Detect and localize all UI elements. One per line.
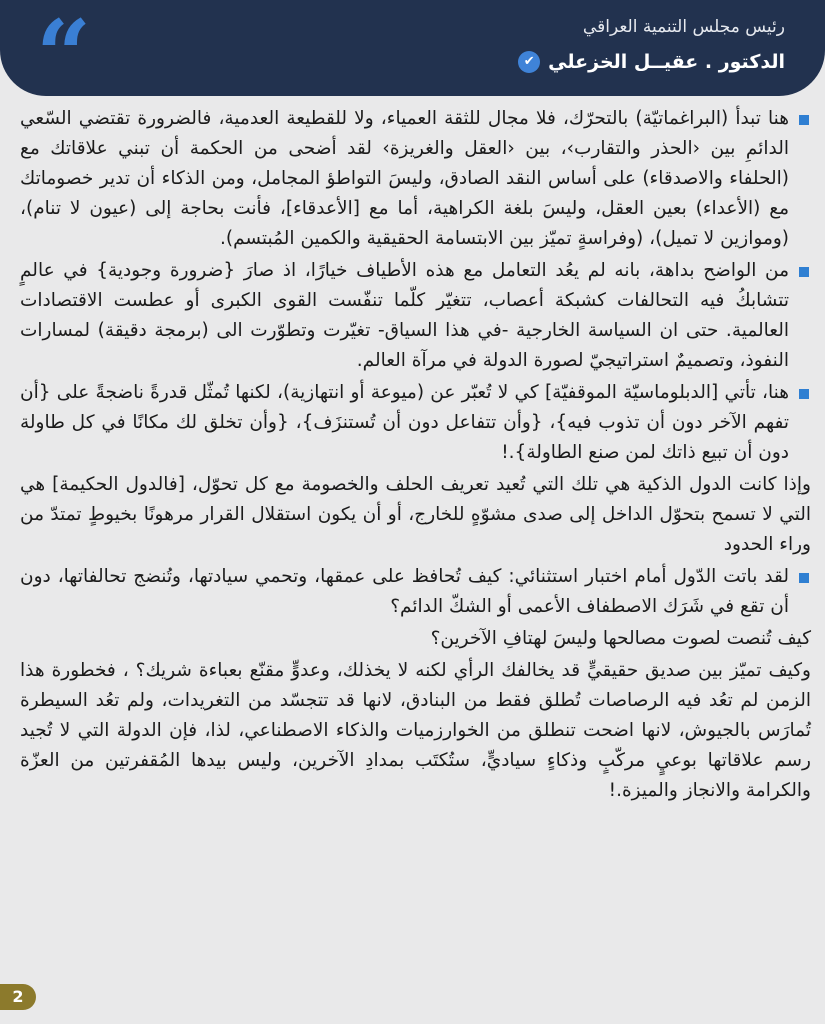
- page-number-badge: 2: [0, 984, 36, 1010]
- paragraph-7: وكيف تميّز بين صديق حقيقيٍّ قد يخالفك الرأي لكنه لا يخذلك، وعدوٍّ مقنّع بعباءة شريك؟ ، فخطورة هذا الزمن لم تعُد فيه الرصاصات تُطلق فقط من البنادق، لانها قد تتجسّد من التغريدات، ولم تعُد السيطرة تُمارَس بالجيوش، لانها اضحت تنطلق من الخوارزميات والذكاء الاصطناعي، لذا، فإن الدولة التي لا تُجيد رسم علاقاتها بوعيٍ مركّبٍ وذكاءٍ سياديٍّ، ستُكتَب بمدادِ الآخرين، وليس بيدها المُقفرتين من العزّة والكرامة والانجاز والميزة.!: [20, 660, 811, 801]
- verified-badge-icon: ✔: [518, 51, 540, 73]
- paragraph-1: هنا تبدأ (البراغماتيّة) بالتحرّك، فلا مجال للثقة العمياء، ولا للقطيعة العدمية، فالضرورة تقتضي السّعي الدائمِ بين ‹الحذر والتقارب›، بين ‹العقل والغريزة› لقد أضحى من الحكمة أن تبني علاقاتك مع (الحلفاء والاصدقاء) على أساس النقد الصادق، وليسَ التواطؤ المجامل، ومن الذكاء أن تدير خصوماتك مع (الأعداء) بعين العقل، وليسَ بلغة الكراهية، أما مع [الأعدقاء]، فأنت بحاجة إلى (عيون لا تنام)، (وموازين لا تميل)، (وفراسةٍ تميّز بين الابتسامة الحقيقية والكمين المُبتسم).: [20, 104, 811, 254]
- author-name-row: [465, 48, 785, 76]
- author-role: رئيس مجلس التنمية العراقي: [582, 17, 785, 37]
- paragraph-2: من الواضح بداهة، بانه لم يعُد التعامل مع هذه الأطياف خيارًا، اذ صارَ {ضرورة وجودية} في عالمٍ تتشابكُ فيه التحالفات كشبكة أعصاب، تتغيّر كلّما تنفّست القوى الكبرى أو عطست الاقتصادات العالمية. حتى ان السياسة الخارجية -في هذا السياق- تغيّرت وتطوّرت الى (برمجة دقيقة) لمسارات النفوذ، وتصميمٌ استراتيجيّ لصورة الدولة في مرآة العالم.: [20, 256, 811, 376]
- paragraph-6: كيف تُنصت لصوت مصالحها وليسَ لهتافِ الآخرين؟: [430, 628, 811, 649]
- paragraph-4: وإذا كانت الدول الذكية هي تلك التي تُعيد تعريف الحلف والخصومة مع كل تحوّل، [فالدول الحكيمة] هي التي لا تسمح بتحوّل الداخل إلى صدى مشوّهٍ للخارج، أو أن يكون استقلال القرار مرهونًا بخيوطٍ تمتدّ من وراء الحدود: [20, 474, 811, 555]
- author-block: [465, 12, 785, 76]
- paragraph-5: لقد باتت الدّول أمام اختبار استثنائي: كيف تُحافظ على عمقها، وتحمي سيادتها، وتُنضج تحالفاتها، دون أن تقع في شَرَك الاصطفاف الأعمى أو الشكّ الدائم؟: [20, 562, 811, 622]
- header-banner: [0, 0, 825, 112]
- article-body: [20, 104, 811, 808]
- quote-mark-icon: “: [36, 0, 92, 112]
- author-name: الدكتور . عقيــل الخزعلي: [548, 51, 785, 73]
- paragraph-3: هنا، تأتي [الدبلوماسيّة الموقفيّة] كي لا تُعبّر عن (ميوعة أو انتهازية)، لكنها تُمثّل قدرةً ناضجةً على {أن تفهم الآخر دون أن تذوب فيه}، {وأن تتفاعل دون أن تُستنزَف}، {وأن تخلق لك مكانًا في كل طاولة دون أن تبيع ذاتك لمن صنع الطاولة}.!: [20, 378, 811, 468]
